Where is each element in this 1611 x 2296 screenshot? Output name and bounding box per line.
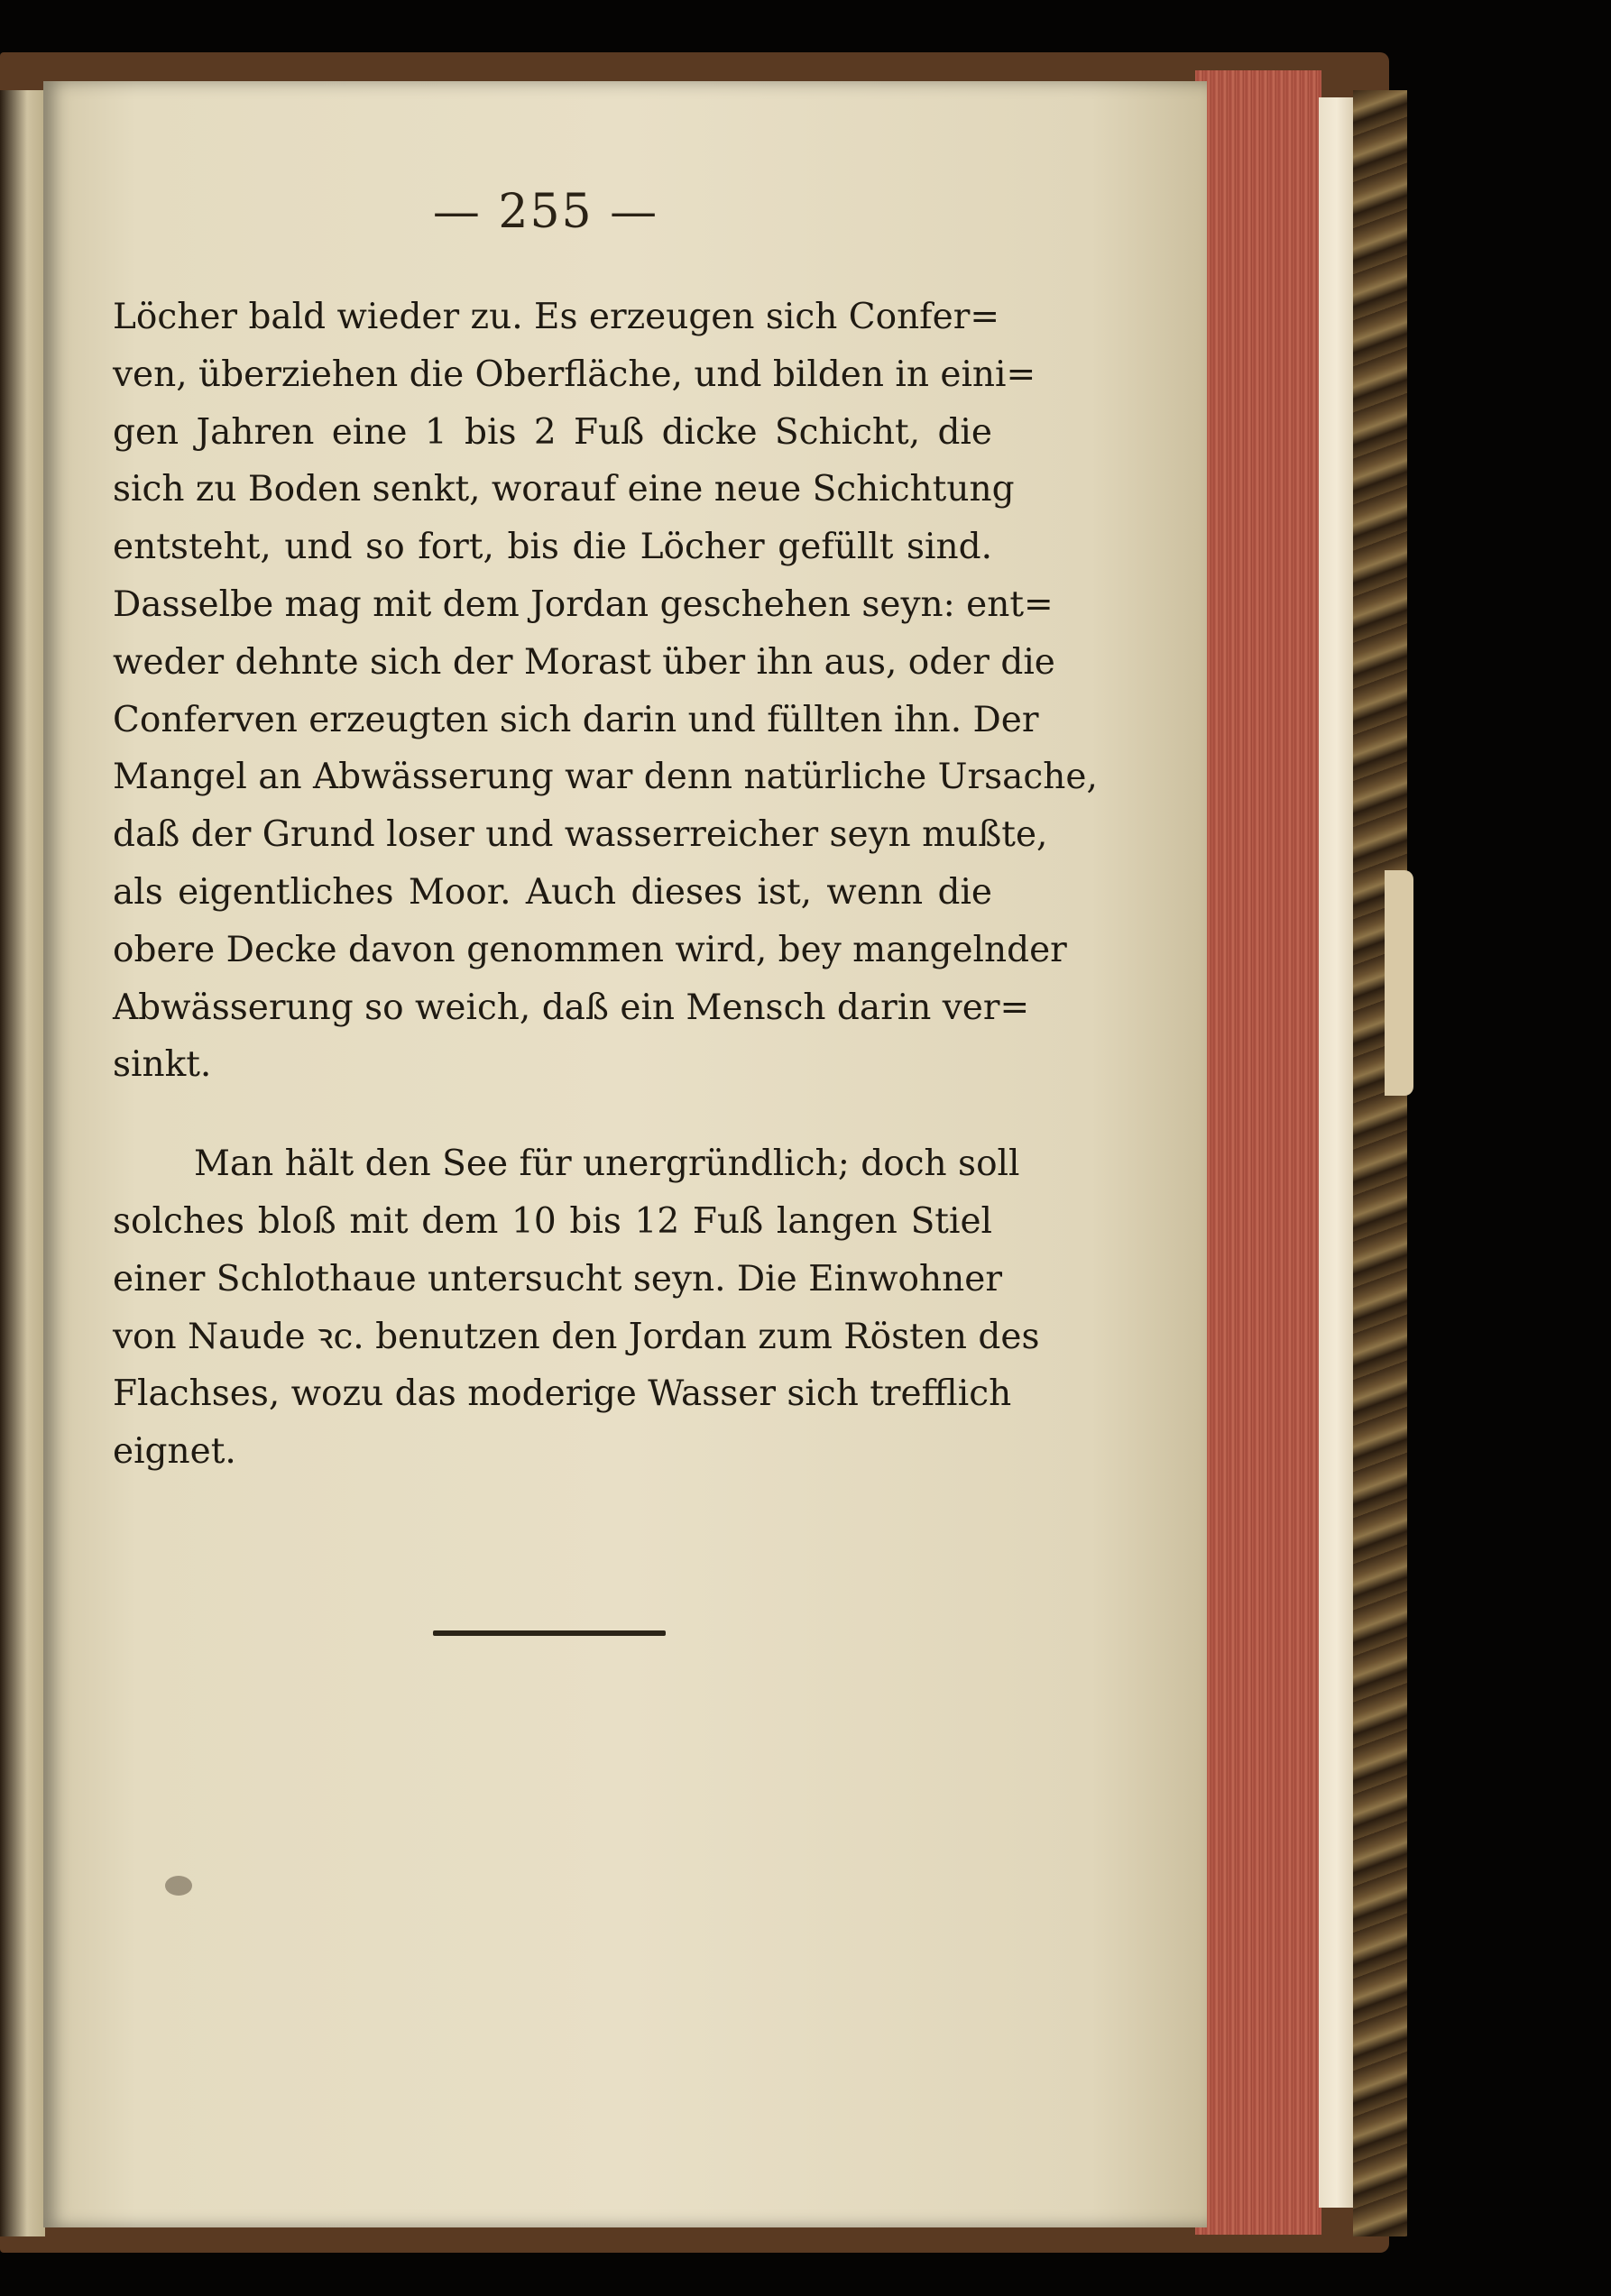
text-line: sich zu Boden senkt, worauf eine neue Schichtung — [113, 469, 1015, 510]
section-divider — [433, 1630, 666, 1636]
text-line: Abwässerung so weich, daß ein Mensch darin ver= — [113, 987, 1030, 1028]
page-block-edge — [1319, 97, 1355, 2208]
left-page-edge — [0, 90, 45, 2236]
text-line: sinkt. — [113, 1044, 212, 1086]
text-line: ven, überziehen die Oberfläche, und bilden in eini= — [113, 354, 1036, 395]
text-line: weder dehnte sich der Morast über ihn aus, oder die — [113, 641, 1055, 683]
red-page-edges — [1195, 70, 1321, 2235]
ink-smudge — [165, 1876, 192, 1896]
text-line: daß der Grund loser und wasserreicher seyn mußte, — [113, 814, 1048, 856]
text-line: von Naude ꝛc. benutzen den Jordan zum Rösten des — [113, 1316, 1040, 1357]
text-line: als eigentliches Moor. Auch dieses ist, wenn die — [113, 871, 992, 913]
page-number: — 255 — — [432, 185, 659, 239]
bookmark-tab — [1385, 870, 1413, 1096]
paragraph-gap — [113, 1094, 992, 1135]
text-line: Conferven erzeugten sich darin und füllten ihn. Der — [113, 699, 1039, 740]
text-line: Man hält den See für unergründlich; doch soll — [194, 1143, 1020, 1185]
text-line: gen Jahren eine 1 bis 2 Fuß dicke Schicht, die — [113, 411, 992, 453]
text-line: einer Schlothaue untersucht seyn. Die Einwohner — [113, 1258, 1002, 1300]
marbled-cover-edge — [1353, 90, 1407, 2236]
text-line: Mangel an Abwässerung war denn natürliche Ursache, — [113, 757, 1098, 798]
text-line: solches bloß mit dem 10 bis 12 Fuß langen Stiel — [113, 1200, 992, 1242]
page-body — [113, 289, 1098, 1481]
text-line: entsteht, und so fort, bis die Löcher gefüllt sind. — [113, 527, 992, 568]
text-line: Löcher bald wieder zu. Es erzeugen sich Confer= — [113, 297, 1000, 337]
text-line: Flachses, wozu das moderige Wasser sich trefflich — [113, 1373, 1012, 1415]
text-line: Dasselbe mag mit dem Jordan geschehen seyn: ent= — [113, 583, 1054, 625]
text-line: eignet. — [113, 1431, 236, 1473]
text-line: obere Decke davon genommen wird, bey mangelnder — [113, 929, 1067, 970]
